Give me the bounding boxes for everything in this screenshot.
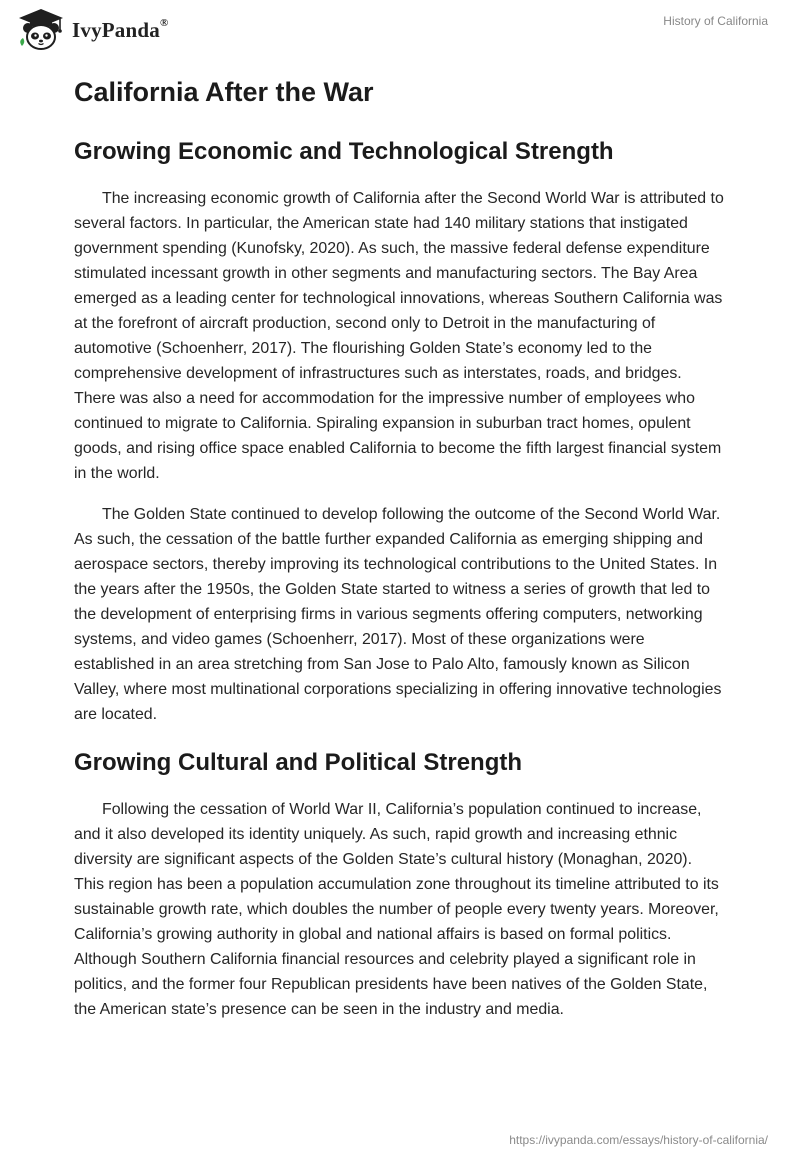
source-url[interactable]: https://ivypanda.com/essays/history-of-california/ [509, 1133, 768, 1147]
page-title: California After the War [74, 77, 374, 107]
panda-mascot-icon [16, 8, 66, 52]
section-heading-economic: Growing Economic and Technological Strength [74, 138, 614, 165]
page-header [0, 0, 800, 60]
paragraph: The Golden State continued to develop following the outcome of the Second World War. As such, the cessation of the battle further expanded California as emerging shipping and aerospace sectors, thereby improving its technological contributions to the United States. In the years after the 1950s, the Golden State started to witness a series of growth that led to the development of enterprising firms in various segments offering computers, networking systems, and video games (Schoenherr, 2017). Most of these organizations were established in an area stretching from San Jose to Palo Alto, famously known as Silicon Valley, where most multinational corporations specializing in offering innovative technologies are located. [74, 506, 722, 723]
section-heading-cultural: Growing Cultural and Political Strength [74, 749, 523, 776]
brand-name: IvyPanda® [72, 16, 169, 42]
ivypanda-logo[interactable] [16, 8, 168, 52]
document-title: History of California [663, 14, 768, 28]
article-body [74, 74, 726, 1022]
paragraph: The increasing economic growth of California after the Second World War is attributed to several factors. In particular, the American state had 140 military stations that instigated government spending (Kunofsky, 2020). As such, the massive federal defense expenditure stimulated incessant growth in other segments and manufacturing sectors. The Bay Area emerged as a leading center for technological innovations, whereas Southern California was at the forefront of aircraft production, second only to Detroit in the manufacturing of automotive (Schoenherr, 2017). The flourishing Golden State’s economy led to the comprehensive development of infrastructures such as interstates, roads, and bridges. There was also a need for accommodation for the impressive number of employees who continued to migrate to California. Spiraling expansion in suburban tract homes, opulent goods, and rising office space enabled California to become the fifth largest financial system in the world. [74, 190, 724, 482]
paragraph: Following the cessation of World War II, California’s population continued to increase, and it also developed its identity uniquely. As such, rapid growth and increasing ethnic diversity are significant aspects of the Golden State’s cultural history (Monaghan, 2020). This region has been a population accumulation zone throughout its timeline attributed to its sustainable growth rate, which doubles the number of people every twenty years. Moreover, California’s growing authority in global and national affairs is based on formal politics. Although Southern California financial resources and celebrity played a significant role in politics, and the former four Republican presidents have been natives of the Golden State, the American state’s presence can be seen in the industry and media. [74, 801, 719, 1018]
